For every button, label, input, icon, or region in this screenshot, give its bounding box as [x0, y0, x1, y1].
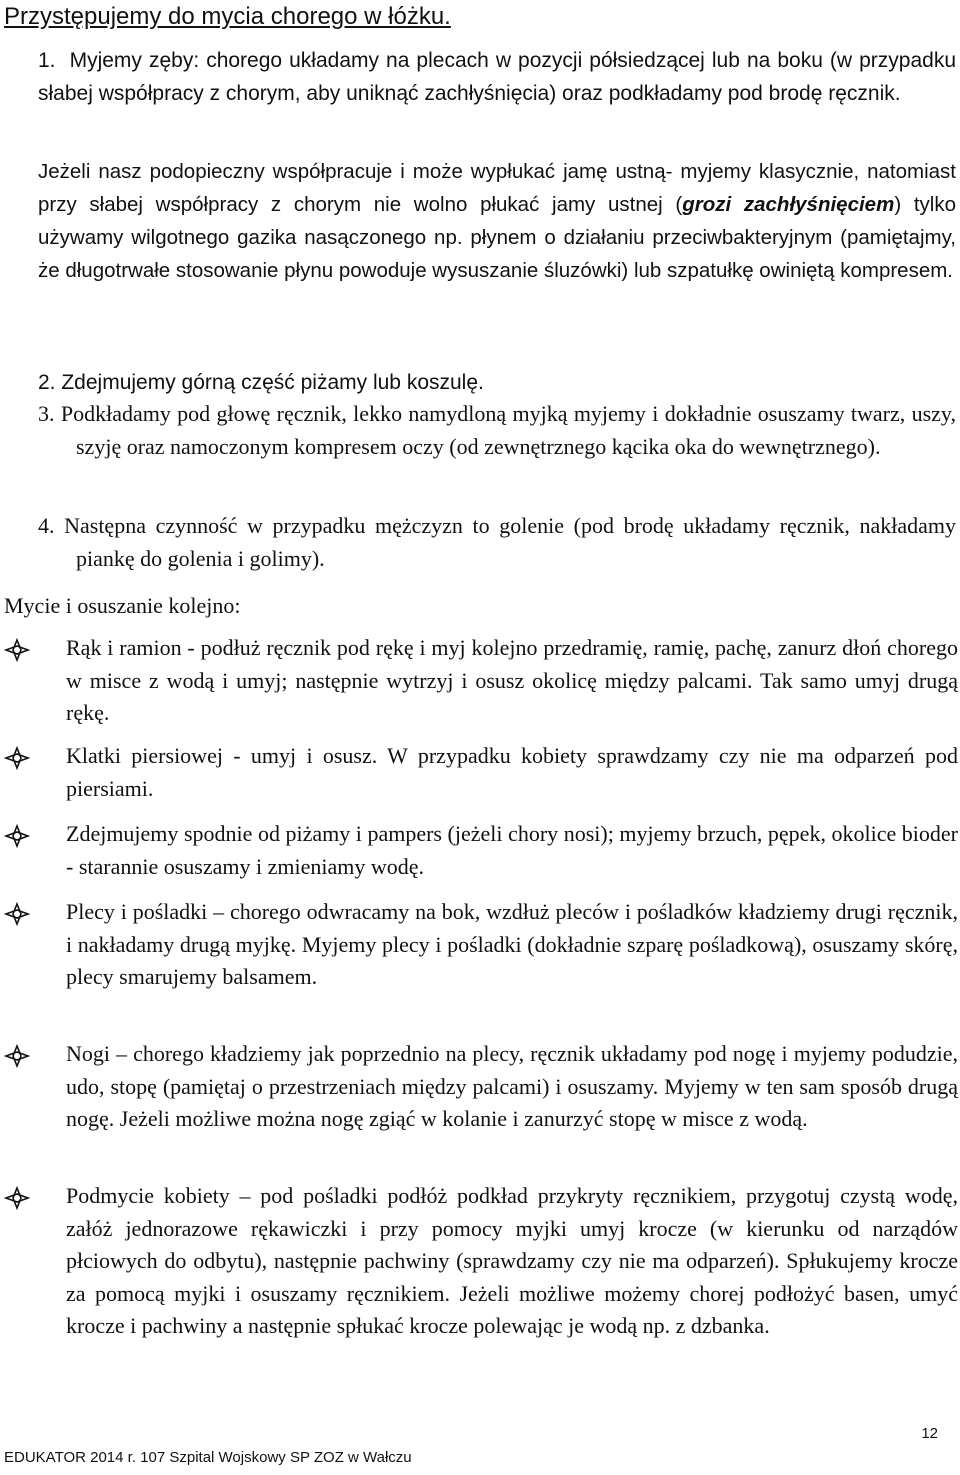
step-2-text: Zdejmujemy górną część piżamy lub koszulę. — [61, 371, 484, 394]
step-1-text: Myjemy zęby: chorego układamy na plecach w pozycji półsiedzącej lub na boku (w przypadku słabej współpracy z chorym, aby uniknąć zachłyśnięcia) oraz podkładamy pod brodę ręcznik. — [38, 49, 956, 105]
step-2 — [38, 366, 956, 399]
bullet-item — [4, 1180, 956, 1412]
mouth-note-after: ) tylko używamy wilgotnego gazika nasączonego np. płynem o działaniu przeciwbakteryjnym (pamiętajmy, że długotrwałe stosowanie płynu powoduje wysuszanie śluzówki) lub szpatułkę owiniętą kompresem. — [38, 193, 956, 282]
bullet-item — [4, 632, 956, 732]
step-3-text: Podkładamy pod głowę ręcznik, lekko namydloną myjką myjemy i dokładnie osuszamy twarz, uszy, szyję oraz namoczonym kompresem oczy (od zewnętrznego kącika oka do wewnętrznego). — [60, 401, 957, 459]
bullet-item — [4, 1038, 956, 1172]
bullet-text: Zdejmujemy spodnie od piżamy i pampers (jeżeli chory nosi); myjemy brzuch, pępek, okolice bioder - starannie osuszamy i zmieniamy wodę. — [66, 821, 958, 879]
diamond-bullet-icon — [4, 1186, 30, 1210]
mouth-note-before: Jeżeli nasz podopieczny współpracuje i może wypłukać jamę ustną- myjemy klasycznie, natomiast przy słabej współpracy z chorym nie wolno płukać jamy ustnej ( — [38, 160, 956, 216]
mouth-care-note — [38, 155, 956, 287]
bullet-item — [4, 818, 956, 888]
step-3 — [38, 398, 956, 463]
bullet-text: Klatki piersiowej - umyj i osusz. W przypadku kobiety sprawdzamy czy nie ma odparzeń pod piersiami. — [66, 743, 958, 801]
bullet-item — [4, 896, 956, 1030]
diamond-bullet-icon — [4, 746, 30, 770]
bullet-text: Plecy i pośladki – chorego odwracamy na bok, wzdłuż pleców i pośladków kładziemy drugi ręcznik, i nakładamy drugą myjkę. Myjemy plecy i pośladki (dokładnie szparę pośladkową), osuszamy skórę, plecy smarujemy balsamem. — [66, 899, 958, 989]
bullet-text: Rąk i ramion - podłuż ręcznik pod rękę i myj kolejno przedramię, ramię, pachę, zanurz dłoń chorego w misce z wodą i umyj; następnie wytrzyj i osusz okolicę między palcami. Tak samo umyj drugą rękę. — [66, 635, 958, 725]
bullet-text: Nogi – chorego kładziemy jak poprzednio na plecy, ręcznik układamy pod nogę i myjemy podudzie, udo, stopę (pamiętaj o przestrzeniach między palcami) i osuszamy. Myjemy w ten sam sposób drugą nogę. Jeżeli możliwe można nogę zgiąć w kolanie i zanurzyć stopę w misce z wodą. — [66, 1041, 958, 1131]
bullet-text: Podmycie kobiety – pod pośladki podłóż podkład przykryty ręcznikiem, przygotuj czystą wodę, załóż jednorazowe rękawiczki i przy pomocy myjki umyj krocze (w kierunku od narządów płciowych do odbytu), następnie pachwiny (sprawdzamy czy nie ma odparzeń). Spłukujemy krocze za pomocą myjki i osuszamy ręcznikiem. Jeżeli możliwe możemy chorej podłożyć basen, umyć krocze i pachwiny a następnie spłukać krocze polewając je wodą np. z dzbanka. — [66, 1183, 958, 1338]
diamond-bullet-icon — [4, 824, 30, 848]
diamond-bullet-icon — [4, 1044, 30, 1068]
washing-intro: Mycie i osuszanie kolejno: — [4, 593, 241, 618]
page-number: 12 — [921, 1425, 938, 1442]
step-1-number: 1. — [38, 49, 56, 72]
step-1 — [38, 44, 956, 110]
step-4-number: 4. — [38, 513, 55, 538]
diamond-bullet-icon — [4, 638, 30, 662]
step-4 — [38, 510, 956, 575]
mouth-note-emphasis: grozi zachłyśnięciem — [682, 193, 895, 216]
page-footer: EDUKATOR 2014 r. 107 Szpital Wojskowy SP ZOZ w Wałczu — [4, 1449, 412, 1466]
page-heading: Przystępujemy do mycia chorego w łóżku. — [4, 3, 451, 30]
diamond-bullet-icon — [4, 902, 30, 926]
step-3-number: 3. — [38, 401, 55, 426]
step-2-number: 2. — [38, 371, 56, 394]
step-4-text: Następna czynność w przypadku mężczyzn to golenie (pod brodę układamy ręcznik, nakładamy piankę do golenia i golimy). — [64, 513, 956, 571]
bullet-item — [4, 740, 956, 810]
